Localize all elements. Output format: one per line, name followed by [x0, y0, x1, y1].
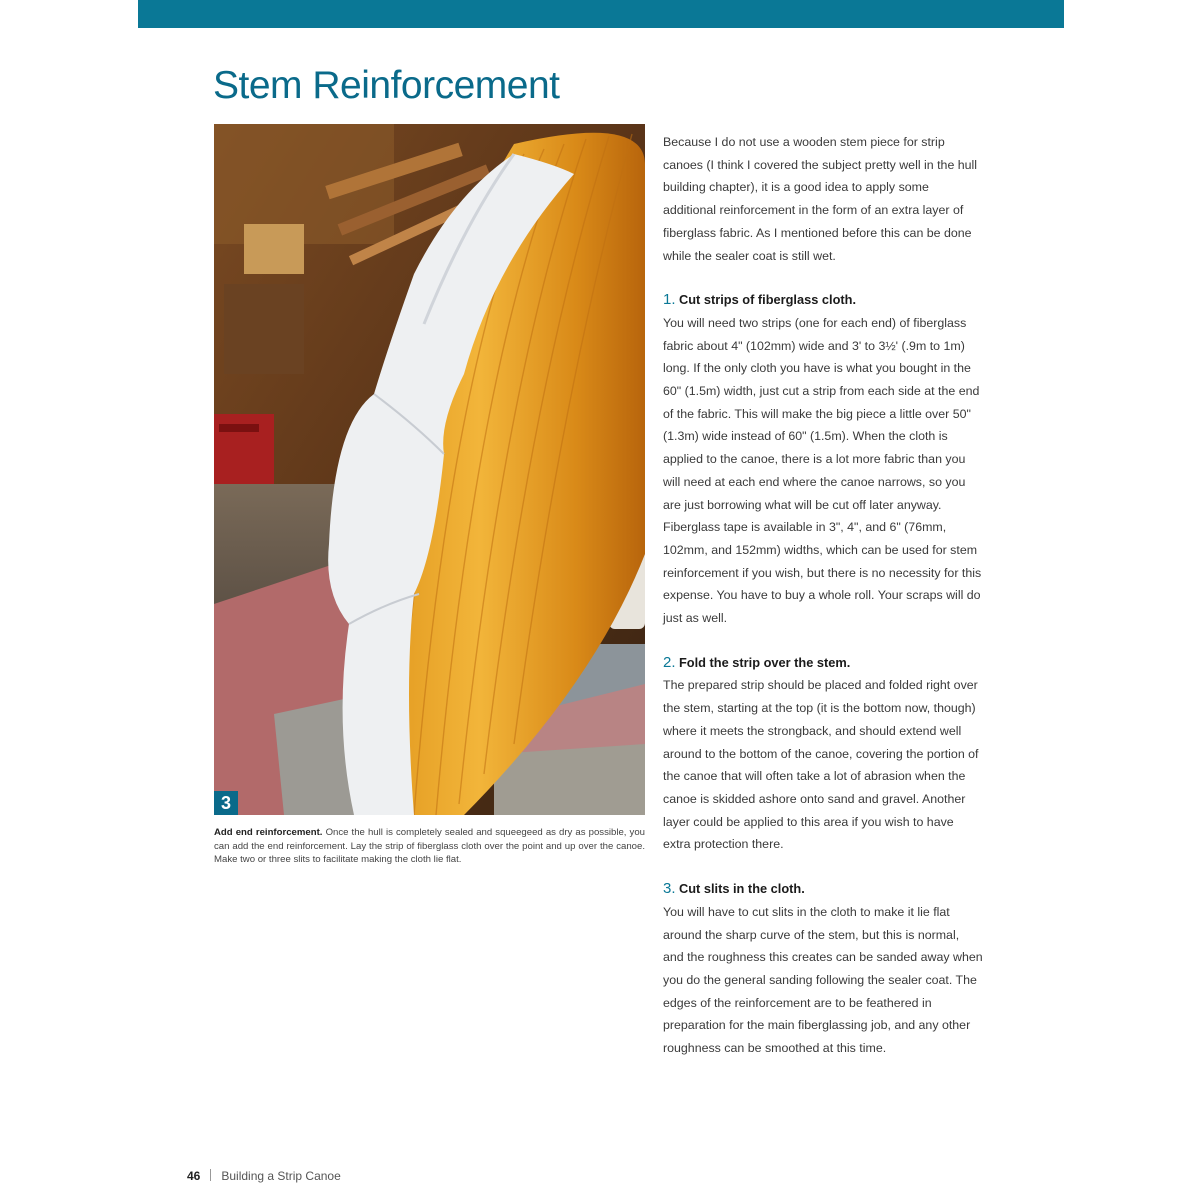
intro-paragraph: Because I do not use a wooden stem piece for strip canoes (I think I covered the subject pretty well in the hull building chapter), it is a good idea to apply some additional reinforcement in the form of an extra layer of fiberglass fabric. As I mentioned before this can be done while the sealer coat is still wet. [663, 135, 978, 263]
step-number: 1. [663, 291, 676, 309]
page-title: Stem Reinforcement [213, 64, 560, 107]
body-text-column [663, 131, 983, 1060]
page-footer [187, 1167, 341, 1185]
step-title: Fold the strip over the stem. [678, 654, 851, 670]
footer-divider [210, 1169, 211, 1181]
caption-text: Once the hull is completely sealed and squeegeed as dry as possible, you can add the end reinforcement. Lay the strip of fiberglass cloth over the point and up over the canoe. Make two or three slits to facilitate making the cloth lie flat. [214, 827, 646, 865]
step-heading [663, 652, 983, 675]
canoe-stem-photo [214, 124, 645, 815]
step-title: Cut slits in the cloth. [678, 881, 805, 897]
figure-caption [214, 826, 645, 867]
step-2 [663, 652, 983, 856]
step-text: The prepared strip should be placed and folded right over the stem, starting at the top (it is the bottom now, though) where it meets the strongback, and should extend well around to the bottom of the canoe, covering the portion of the canoe that will often take a lot of abrasion when the canoe is skidded ashore onto sand and gravel. Another layer could be applied to this area if you wish to have extra protection there. [663, 678, 979, 852]
page-number: 46 [187, 1169, 201, 1183]
header-color-band [138, 0, 1064, 28]
step-1 [663, 289, 983, 630]
figure-number-badge: 3 [214, 791, 238, 815]
step-title: Cut strips of fiberglass cloth. [678, 292, 857, 308]
step-number: 2. [663, 653, 676, 671]
step-3 [663, 878, 983, 1060]
step-heading [663, 878, 983, 901]
caption-title: Add end reinforcement. [214, 827, 323, 838]
step-heading [663, 289, 983, 312]
step-text: You will have to cut slits in the cloth to make it lie flat around the sharp curve of the stem, but this is normal, and the roughness this creates can be sanded away when you do the general sanding following the sealer coat. The edges of the reinforcement are to be feathered in preparation for the main fiberglassing job, and any other roughness can be smoothed at this time. [663, 904, 983, 1056]
step-text: You will need two strips (one for each end) of fiberglass fabric about 4" (102mm) wide and 3' to 3½' (.9m to 1m) long. If the only cloth you have is what you bought in the 60" (1.5m) width, just cut a strip from each side at the end of the fabric. This will make the big piece a little over 50" (1.3m) wide instead of 60" (1.5m). When the cloth is applied to the canoe, there is a lot more fabric than you will need at each end where the canoe narrows, so you are just borrowing what will be cut off later anyway. Fiberglass tape is available in 3", 4", and 6" (76mm, 102mm, and 152mm) widths, which can be used for stem reinforcement if you wish, but there is no necessity for this expense. You have to buy a whole roll. Your scraps will do just as well. [663, 315, 982, 626]
running-title: Building a Strip Canoe [221, 1169, 341, 1183]
step-number: 3. [663, 880, 676, 898]
